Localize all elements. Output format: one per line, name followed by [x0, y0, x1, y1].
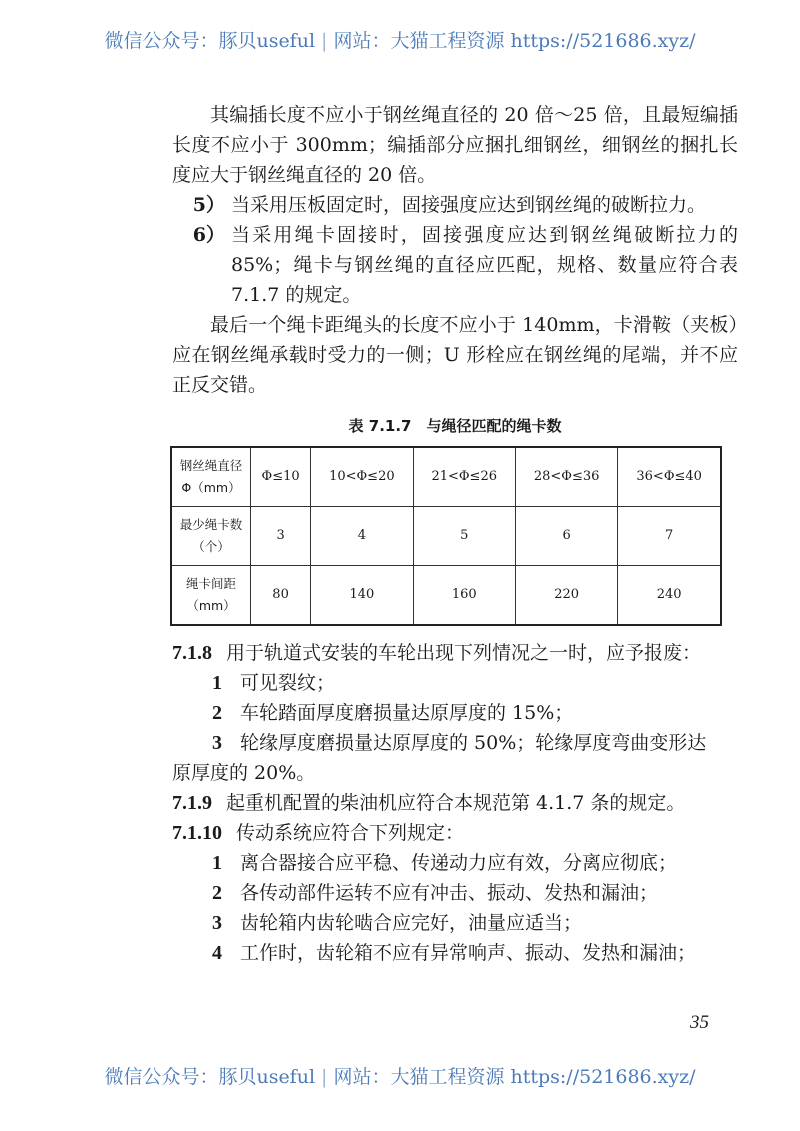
table-cell: Φ≤10: [251, 447, 311, 507]
watermark-site: 网站：大猫工程资源 https://521686.xyz/: [333, 30, 696, 52]
table-cell: 36<Φ≤40: [618, 447, 721, 507]
clause-number: 7.1.8: [172, 642, 212, 664]
table-cell: 21<Φ≤26: [413, 447, 515, 507]
watermark-footer: [0, 1062, 800, 1089]
page-content: [172, 100, 738, 968]
clause-7-1-10: [172, 818, 738, 848]
row-header: [171, 447, 251, 507]
list-item-number: 6）: [192, 224, 225, 246]
sub-item-continuation: 原厚度的 20%。: [172, 762, 316, 784]
table-row: [171, 566, 721, 626]
sub-item-number: 1: [212, 852, 222, 874]
table-cell: 140: [311, 566, 413, 626]
watermark-wechat: 微信公众号：豚贝useful: [104, 30, 316, 52]
sub-item-text: 轮缘厚度磨损量达原厚度的 50%；轮缘厚度弯曲变形达: [240, 732, 707, 754]
row-header-line: （mm）: [186, 598, 236, 613]
clause-text: 传动系统应符合下列规定：: [236, 822, 465, 844]
clause-number: 7.1.10: [172, 822, 222, 844]
clause-text: 起重机配置的柴油机应符合本规范第 4.1.7 条的规定。: [226, 792, 686, 814]
sub-item-text: 各传动部件运转不应有冲击、振动、发热和漏油；: [240, 882, 659, 904]
sub-item-number: 2: [212, 882, 222, 904]
row-header-line: （个）: [192, 539, 230, 554]
list-item-5: [172, 190, 738, 220]
sub-item-text: 可见裂纹；: [240, 672, 336, 694]
table-cell: 160: [413, 566, 515, 626]
table-row: [171, 507, 721, 566]
table-cell: 4: [311, 507, 413, 566]
watermark-separator: |: [321, 1066, 328, 1088]
clause-text: 用于轨道式安装的车轮出现下列情况之一时，应予报废：: [226, 642, 702, 664]
sub-item-text: 齿轮箱内齿轮啮合应完好，油量应适当；: [240, 912, 583, 934]
sub-item-number: 4: [212, 942, 222, 964]
sub-item-number: 2: [212, 702, 222, 724]
sub-item-number: 1: [212, 672, 222, 694]
table-cell: 80: [251, 566, 311, 626]
paragraph-last-clip: 最后一个绳卡距绳头的长度不应小于 140mm，卡滑鞍（夹板）应在钢丝绳承载时受力的一侧；U 形栓应在钢丝绳的尾端，并不应正反交错。: [172, 314, 738, 396]
table-cell: 28<Φ≤36: [515, 447, 617, 507]
sub-item-text: 离合器接合应平稳、传递动力应有效，分离应彻底；: [240, 852, 678, 874]
watermark-header: [0, 26, 800, 53]
table-row: [171, 447, 721, 507]
watermark-site: 网站：大猫工程资源 https://521686.xyz/: [333, 1066, 696, 1088]
table-cell: 3: [251, 507, 311, 566]
row-header: [171, 507, 251, 566]
paragraph-splice-length: 其编插长度不应小于钢丝绳直径的 20 倍～25 倍，且最短编插长度不应小于 300mm；编插部分应捆扎细钢丝，细钢丝的捆扎长度应大于钢丝绳直径的 20 倍。: [172, 104, 738, 186]
sub-item-number: 3: [212, 732, 222, 754]
table-cell: 6: [515, 507, 617, 566]
watermark-wechat: 微信公众号：豚贝useful: [104, 1066, 316, 1088]
clause-7-1-8: [172, 638, 738, 668]
sub-item-text: 工作时，齿轮箱不应有异常响声、振动、发热和漏油；: [240, 942, 697, 964]
row-header-line: 钢丝绳直径: [179, 458, 243, 473]
list-item-6: [172, 220, 738, 310]
watermark-separator: |: [321, 30, 328, 52]
table-cell: 7: [618, 507, 721, 566]
rope-clip-table: [170, 446, 722, 626]
list-item-text: 当采用绳卡固接时，固接强度应达到钢丝绳破断拉力的 85%；绳卡与钢丝绳的直径应匹配，规格、数量应符合表 7.1.7 的规定。: [231, 224, 738, 306]
list-item-text: 当采用压板固定时，固接强度应达到钢丝绳的破断拉力。: [231, 194, 707, 216]
table-cell: 220: [515, 566, 617, 626]
sub-item: [172, 668, 738, 698]
clause-number: 7.1.9: [172, 792, 212, 814]
row-header-line: 绳卡间距: [185, 576, 236, 591]
page-number: 35: [690, 1012, 709, 1033]
table-caption: 表 7.1.7 与绳径匹配的绳卡数: [348, 417, 562, 435]
row-header-line: Φ（mm）: [181, 480, 241, 495]
sub-item-number: 3: [212, 912, 222, 934]
sub-item: [172, 908, 738, 938]
sub-item: [172, 848, 738, 878]
sub-item: [172, 878, 738, 908]
table-cell: 240: [618, 566, 721, 626]
list-item-number: 5）: [192, 194, 225, 216]
clause-7-1-9: [172, 788, 738, 818]
table-cell: 10<Φ≤20: [311, 447, 413, 507]
table-cell: 5: [413, 507, 515, 566]
sub-item: [172, 698, 738, 728]
sub-item-text: 车轮踏面厚度磨损量达原厚度的 15%；: [240, 702, 574, 724]
sub-item: [172, 728, 738, 758]
row-header-line: 最少绳卡数: [179, 517, 243, 532]
row-header: [171, 566, 251, 626]
sub-item: [172, 938, 738, 968]
